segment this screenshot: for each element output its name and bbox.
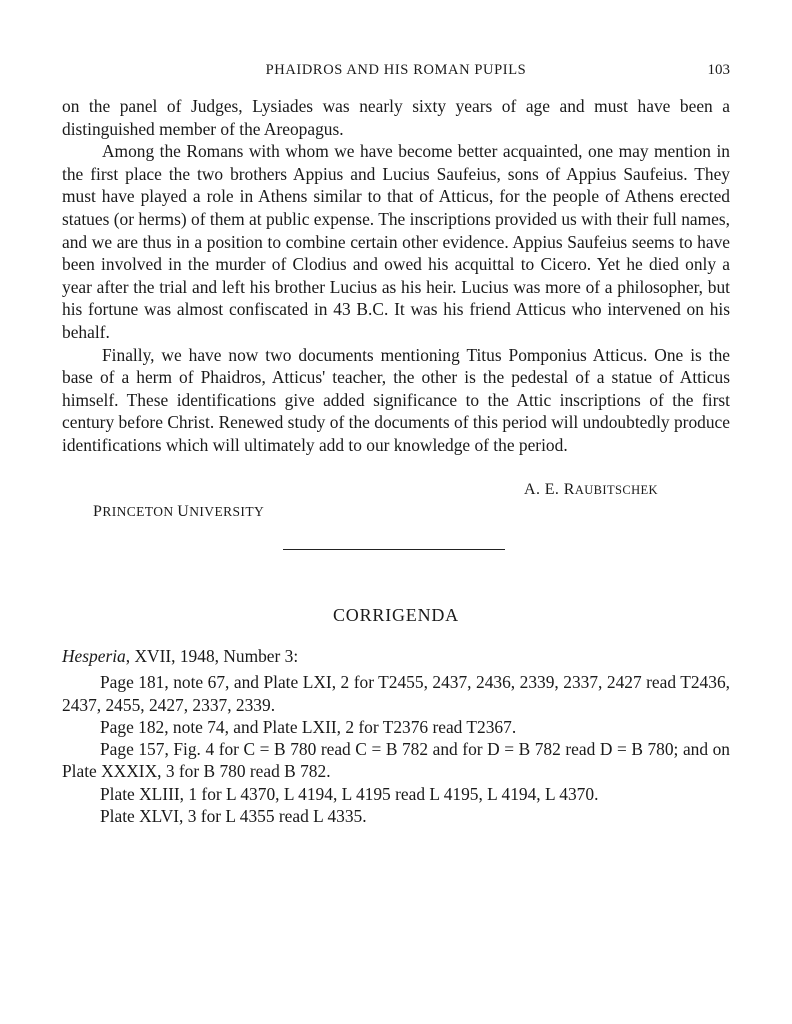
- paragraph-continued: on the panel of Judges, Lysiades was nearly sixty years of age and must have been a distinguished member of the Areopagus.: [62, 96, 730, 139]
- page-number: 103: [707, 62, 730, 78]
- section-divider: [283, 549, 505, 550]
- correction-item: Page 182, note 74, and Plate LXII, 2 for T2376 read T2367.: [100, 716, 517, 737]
- paragraph-atticus: Finally, we have now two documents mentioning Titus Pomponius Atticus. One is the base of a herm of Phaidros, Atticus' teacher, the other is the pedestal of a statue of Atticus himself. These identifications give added significance to the Attic inscriptions of the first century before Christ. Renewed study of the documents of this period will undoubtedly produce identifications which will ultimately add to our knowledge of the period.: [62, 344, 730, 455]
- corrigenda-heading: CORRIGENDA: [332, 605, 459, 625]
- running-title: PHAIDROS AND HIS ROMAN PUPILS: [265, 62, 527, 78]
- correction-item: Page 157, Fig. 4 for C = B 780 read C = B 782 and for D = B 782 read D = B 780; and on Plate XXXIX, 3 for B 780 read B 782.: [62, 739, 730, 782]
- running-head: [62, 62, 730, 82]
- correction-item: Page 181, note 67, and Plate LXI, 2 for T2455, 2437, 2436, 2339, 2337, 2427 read T2436, 2437, 2455, 2427, 2337, 2339.: [62, 672, 730, 715]
- correction-item: Plate XLIII, 1 for L 4370, L 4194, L 4195 read L 4195, L 4194, L 4370.: [100, 783, 599, 804]
- article-body: [62, 95, 730, 457]
- correction-item: Plate XLVI, 3 for L 4355 read L 4335.: [100, 806, 367, 827]
- corrigenda-list: [62, 645, 730, 827]
- paragraph-saufeius: Among the Romans with whom we have become better acquainted, one may mention in the first place the two brothers Appius and Lucius Saufeius, sons of Appius Saufeius. They must have played a role in Athens similar to that of Atticus, for the people of Athens erected statues (or herms) of them at public expense. The inscriptions provided us with their full names, and we are thus in a position to combine certain other evidence. Appius Saufeius seems to have been involved in the murder of Clodius and owed his acquittal to Cicero. Yet he died only a year after the trial and left his brother Lucius as his heir. Lucius was more of a philosopher, but his fortune was almost confiscated in 43 B.C. It was his friend Atticus who intervened on his behalf.: [62, 141, 730, 342]
- journal-title: Hesperia: [62, 646, 126, 666]
- corrigenda-citation: Hesperia, XVII, 1948, Number 3:: [62, 646, 299, 666]
- author-signature: A. E. RAUBITSCHEK: [524, 481, 658, 498]
- author-affiliation: PRINCETON UNIVERSITY: [93, 503, 265, 520]
